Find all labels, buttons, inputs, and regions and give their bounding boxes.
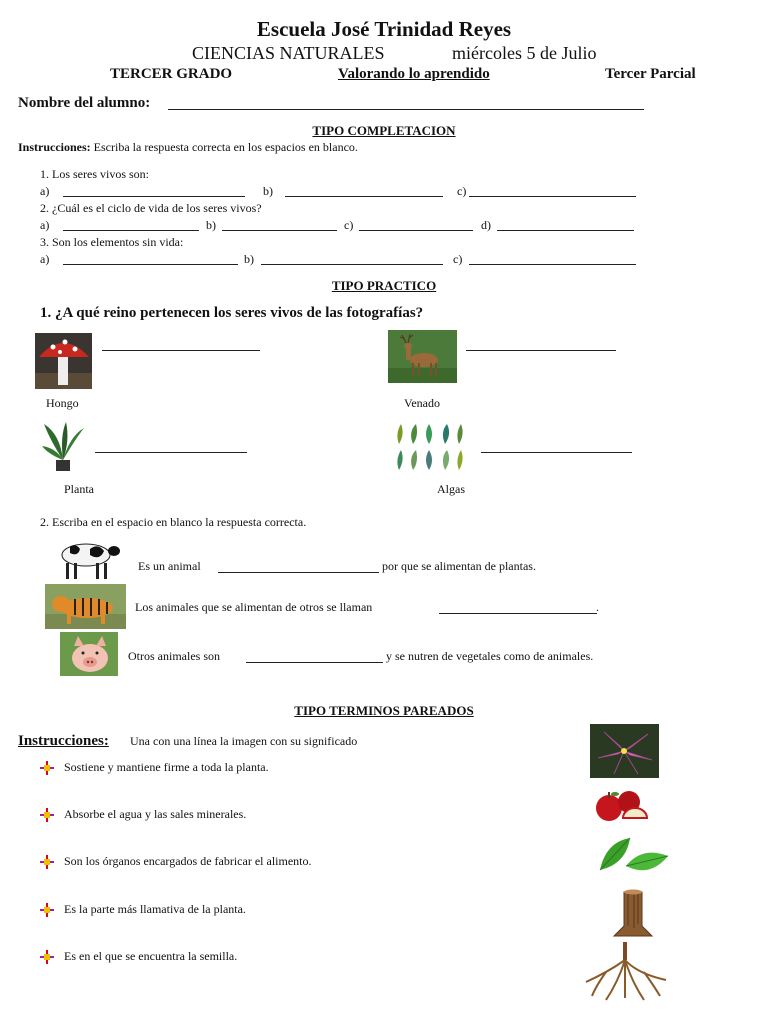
label-hongo: Hongo [46,396,79,410]
blank[interactable] [63,230,199,231]
match-item-2: Absorbe el agua y las sales minerales. [64,807,247,821]
match-item-3: Son los órganos encargados de fabricar el alimento. [64,854,312,868]
practice-question-1: 1. ¿A qué reino pertenecen los seres vivos de las fotografías? [40,305,424,321]
leaf-image [596,836,671,882]
trunk-image [610,888,656,938]
blank[interactable] [439,613,597,614]
label-algas: Algas [437,482,465,496]
flower-image [590,724,659,778]
blank[interactable] [497,230,634,231]
match-item-5: Es en el que se encuentra la semilla. [64,949,238,963]
pig-image [60,632,118,676]
opt-a: a) [40,184,50,198]
blank[interactable] [285,196,443,197]
question-2: 2. ¿Cuál es el ciclo de vida de los seres vivos? [40,201,262,215]
partial: Tercer Parcial [605,66,696,82]
blank[interactable] [102,350,260,351]
matching-heading: TIPO TERMINOS PAREADOS [294,703,474,718]
matching-instructions-text: Una con una línea la imagen con su significado [130,734,358,748]
bullet-icon [40,761,54,775]
opt-c: c) [457,184,467,198]
worksheet-title: Valorando lo aprendido [338,66,490,82]
opt-a: a) [40,252,50,266]
instructions-label: Instrucciones: [18,140,91,154]
match-item-4: Es la parte más llamativa de la planta. [64,902,246,916]
bullet-icon [40,855,54,869]
tiger-image [45,584,126,629]
opt-b: b) [206,218,216,232]
opt-b: b) [263,184,273,198]
sentence-2-start: Los animales que se alimentan de otros se llaman [135,600,373,614]
label-planta: Planta [64,482,94,496]
completion-instructions [18,140,358,155]
label-venado: Venado [404,396,440,410]
matching-instructions-label: Instrucciones: [18,733,109,749]
blank[interactable] [469,196,636,197]
sentence-1-start: Es un animal [138,559,201,573]
blank[interactable] [469,264,636,265]
sentence-2-end: . [596,600,599,614]
opt-b: b) [244,252,254,266]
match-item-1: Sostiene y mantiene firme a toda la planta. [64,760,269,774]
cow-image [52,535,120,581]
blank[interactable] [481,452,632,453]
completion-heading: TIPO COMPLETACION [312,123,456,138]
plant-image [40,420,86,472]
student-name-label: Nombre del alumno: [18,95,151,111]
practice-question-2: 2. Escriba en el espacio en blanco la respuesta correcta. [40,515,307,529]
sentence-3-end: y se nutren de vegetales como de animales. [386,649,594,663]
blank[interactable] [246,662,383,663]
practice-heading: TIPO PRACTICO [331,278,437,293]
date: miércoles 5 de Julio [452,43,597,63]
blank[interactable] [218,572,379,573]
instructions-text: Escriba la respuesta correcta en los espacios en blanco. [93,140,358,154]
sentence-1-end: por que se alimentan de plantas. [382,559,536,573]
sentence-3-start: Otros animales son [128,649,220,663]
question-1: 1. Los seres vivos son: [40,167,149,181]
opt-c: c) [453,252,463,266]
question-3: 3. Son los elementos sin vida: [40,235,184,249]
student-name-blank[interactable] [168,109,644,110]
blank[interactable] [359,230,473,231]
blank[interactable] [466,350,616,351]
mushroom-image [35,333,92,389]
blank[interactable] [95,452,247,453]
bullet-icon [40,950,54,964]
opt-c: c) [344,218,354,232]
blank[interactable] [63,196,245,197]
algae-image [393,422,469,472]
school-name: Escuela José Trinidad Reyes [256,17,512,41]
blank[interactable] [222,230,337,231]
grade: TERCER GRADO [110,66,233,82]
deer-image [388,330,457,383]
bullet-icon [40,808,54,822]
blank[interactable] [63,264,238,265]
bullet-icon [40,903,54,917]
apple-image [593,788,651,828]
blank[interactable] [261,264,443,265]
opt-a: a) [40,218,50,232]
subject: CIENCIAS NATURALES [192,43,385,63]
opt-d: d) [481,218,491,232]
root-image [578,942,672,1004]
